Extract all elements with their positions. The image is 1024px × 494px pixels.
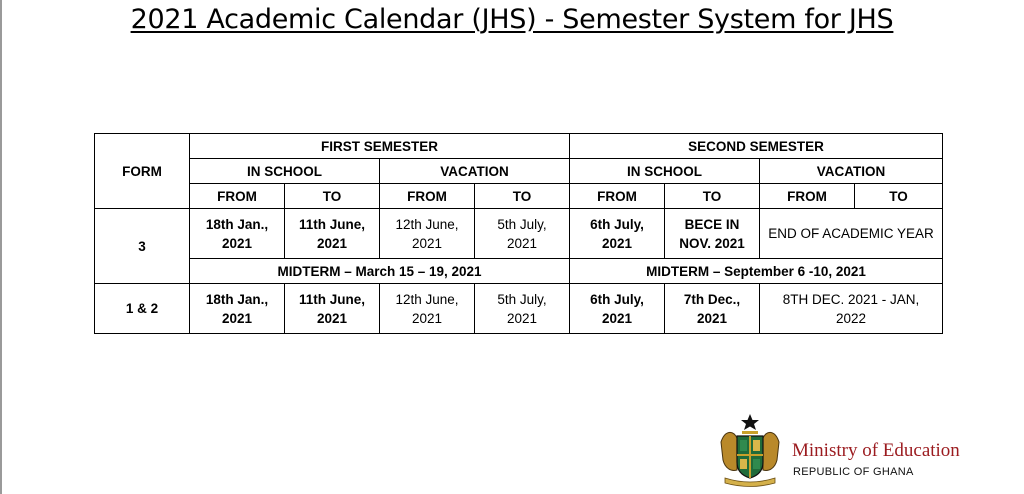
midterm-second-semester: MIDTERM – September 6 -10, 2021 xyxy=(570,259,943,284)
first-semester-header: FIRST SEMESTER xyxy=(190,134,570,159)
page-edge xyxy=(0,0,2,494)
form12-s1-school-to: 11th June, 2021 xyxy=(285,284,380,334)
ghana-coat-of-arms-icon xyxy=(717,412,783,488)
s1-school-to-header: TO xyxy=(285,184,380,209)
form3-s1-vac-to: 5th July, 2021 xyxy=(475,209,570,259)
form3-s1-school-from: 18th Jan., 2021 xyxy=(190,209,285,259)
s1-school-from-header: FROM xyxy=(190,184,285,209)
form-1-2-label: 1 & 2 xyxy=(95,284,190,334)
page-title: 2021 Academic Calendar (JHS) - Semester System for JHS xyxy=(130,4,894,35)
s2-school-to-header: TO xyxy=(665,184,760,209)
form-header: FORM xyxy=(95,134,190,209)
form3-s2-school-from: 6th July, 2021 xyxy=(570,209,665,259)
form3-s1-vac-from: 12th June, 2021 xyxy=(380,209,475,259)
second-semester-header: SECOND SEMESTER xyxy=(570,134,943,159)
republic-name: REPUBLIC OF GHANA xyxy=(793,466,914,478)
academic-calendar-table xyxy=(94,133,943,334)
s1-in-school-header: IN SCHOOL xyxy=(190,159,380,184)
form12-s1-vac-to: 5th July, 2021 xyxy=(475,284,570,334)
s2-in-school-header: IN SCHOOL xyxy=(570,159,760,184)
s1-vac-to-header: TO xyxy=(475,184,570,209)
form-3-label: 3 xyxy=(95,209,190,284)
midterm-first-semester: MIDTERM – March 15 – 19, 2021 xyxy=(190,259,570,284)
form12-s2-vacation: 8TH DEC. 2021 - JAN, 2022 xyxy=(760,284,943,334)
form12-s2-school-from: 6th July, 2021 xyxy=(570,284,665,334)
s2-vacation-header: VACATION xyxy=(760,159,943,184)
form3-s2-vacation: END OF ACADEMIC YEAR xyxy=(760,209,943,259)
form12-s1-school-from: 18th Jan., 2021 xyxy=(190,284,285,334)
form12-s2-school-to: 7th Dec., 2021 xyxy=(665,284,760,334)
s1-vacation-header: VACATION xyxy=(380,159,570,184)
s1-vac-from-header: FROM xyxy=(380,184,475,209)
form3-s2-school-to: BECE IN NOV. 2021 xyxy=(665,209,760,259)
ministry-name: Ministry of Education xyxy=(792,440,960,461)
form12-s1-vac-from: 12th June, 2021 xyxy=(380,284,475,334)
s2-vac-to-header: TO xyxy=(855,184,943,209)
s2-school-from-header: FROM xyxy=(570,184,665,209)
form3-s1-school-to: 11th June, 2021 xyxy=(285,209,380,259)
s2-vac-from-header: FROM xyxy=(760,184,855,209)
